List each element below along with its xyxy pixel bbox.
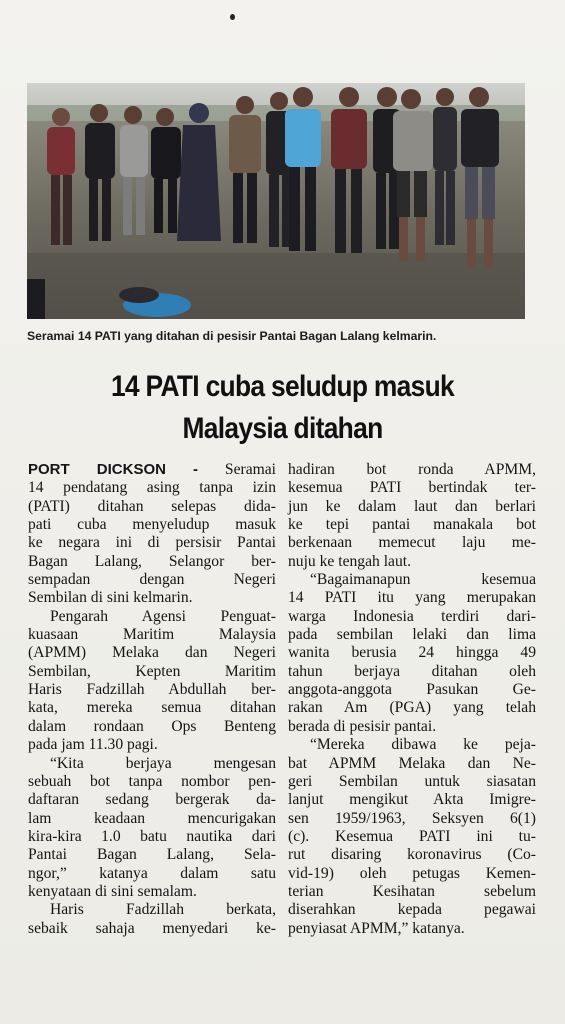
article-line: Pengarah Agensi Penguat- <box>50 607 276 625</box>
article-line: (c). Kesemua PATI ini tu- <box>288 827 536 845</box>
article-line: “Mereka dibawa ke peja- <box>310 736 536 754</box>
article-line: jun ke dalam laut dan berlari <box>288 497 536 515</box>
article-line: “Bagaimanapun kesemua <box>310 571 536 589</box>
article-line: berkenaan memecut laju me- <box>288 534 536 552</box>
ink-dot <box>230 14 235 20</box>
article-line: hadiran bot ronda APMM, <box>288 461 536 478</box>
article-line: wanita berusia 24 hingga 49 <box>288 644 536 662</box>
article-line: (APMM) Melaka dan Negeri <box>28 644 276 662</box>
article-line: 14 pendatang asing tanpa izin <box>28 479 276 497</box>
article-line: lanjut mengikut Akta Imigre- <box>288 791 536 809</box>
article-line: sempadan dengan Negeri <box>28 571 276 589</box>
article-column-right <box>288 461 536 938</box>
article-line: ke negara ini di persisir Pantai <box>28 534 276 552</box>
headline-line-1: 14 PATI cuba seludup masuk <box>110 370 455 403</box>
article-line <box>28 461 276 479</box>
article-line: penyiasat APMM,” katanya. <box>288 919 465 937</box>
article-line: ngor,” katanya dalam satu <box>28 864 276 882</box>
article-line: geri Sembilan untuk siasatan <box>288 772 536 790</box>
article-line: sebuah bot tanpa nombor pen- <box>28 772 276 790</box>
photo-caption: Seramai 14 PATI yang ditahan di pesisir Pantai Bagan Lalang kelmarin. <box>27 329 437 343</box>
article-line: berada di pesisir pantai. <box>288 717 437 735</box>
article-line: sebaik sahaja menyedari ke- <box>28 919 276 937</box>
article-line: kenyataan di sini semalam. <box>28 882 197 900</box>
article-line: Sembilan di sini kelmarin. <box>28 589 193 607</box>
article-line: Haris Fadzillah Abdullah ber- <box>28 681 276 699</box>
article-line: anggota-anggota Pasukan Ge- <box>288 681 536 699</box>
article-line: Bagan Lalang, Selangor ber- <box>28 552 276 570</box>
headline-line-2: Malaysia ditahan <box>182 412 383 445</box>
article-line: Sembilan, Kepten Maritim <box>28 662 276 680</box>
article-line: daftaran sedang bergerak da- <box>28 791 276 809</box>
article-line: “Kita berjaya mengesan <box>50 754 276 772</box>
article-line: Pantai Bagan Lalang, Sela- <box>28 846 276 864</box>
article-line: kira-kira 1.0 batu nautika dari <box>28 827 276 845</box>
article-line: rakan Am (PGA) yang telah <box>288 699 536 717</box>
article-line: kesemua PATI bertindak ter- <box>288 479 536 497</box>
article-line: pada sembilan lelaki dan lima <box>288 626 536 644</box>
article-line: bat APMM Melaka dan Ne- <box>288 754 536 772</box>
article-line: terian Kesihatan sebelum <box>288 882 536 900</box>
article-line: Haris Fadzillah berkata, <box>50 901 276 919</box>
article-line: kata, mereka semua ditahan <box>28 699 276 717</box>
article-line: kuasaan Maritim Malaysia <box>28 626 276 644</box>
dateline: PORT DICKSON - <box>28 461 199 478</box>
article-line: vid-19) oleh petugas Kemen- <box>288 864 536 882</box>
article-line: (PATI) ditahan selepas dida- <box>28 497 276 515</box>
article-column-left <box>28 461 276 938</box>
group-photo <box>27 83 525 319</box>
article-line: sen 1959/1963, Seksyen 6(1) <box>288 809 536 827</box>
article-line: pada jam 11.30 pagi. <box>28 736 158 754</box>
article-line: rut disaring koronavirus (Co- <box>288 846 536 864</box>
article-line: dalam rondaan Ops Benteng <box>28 717 276 735</box>
article-line: ke tepi pantai manakala bot <box>288 516 536 534</box>
article-line: warga Indonesia terdiri dari- <box>288 607 536 625</box>
photo-illustration <box>27 83 525 319</box>
article-line-text: Seramai <box>224 461 276 478</box>
article-line: tahun berjaya ditahan oleh <box>288 662 536 680</box>
article-line: nuju ke tengah laut. <box>288 552 411 570</box>
article-line: lam keadaan mencurigakan <box>28 809 276 827</box>
article-line: pati cuba menyeludup masuk <box>28 516 276 534</box>
article-line: diserahkan kepada pegawai <box>288 901 536 919</box>
article-line: 14 PATI itu yang merupakan <box>288 589 536 607</box>
